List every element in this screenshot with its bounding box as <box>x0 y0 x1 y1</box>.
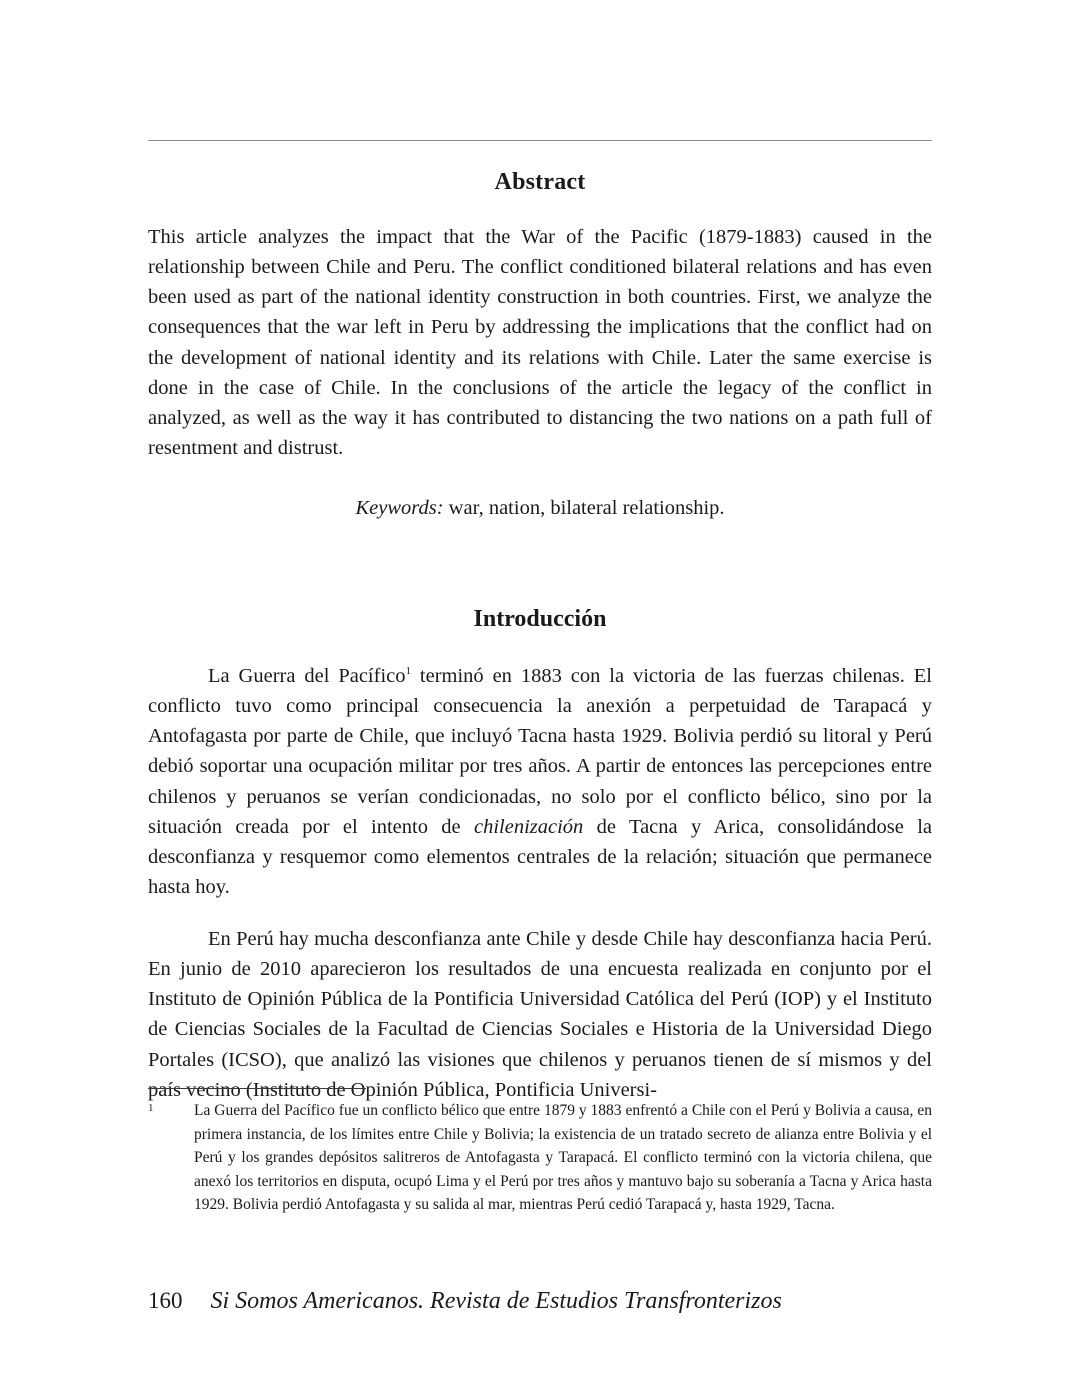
keywords-line <box>148 497 932 520</box>
abstract-heading: Abstract <box>494 169 586 195</box>
footnote-1 <box>148 1099 932 1217</box>
intro-p1-part3: de Tacna y Arica, consolidándose la desconfianza y resquemor como elementos centrales de la relación; situación que permanece hasta hoy. <box>148 815 932 898</box>
abstract-paragraph: This article analyzes the impact that the War of the Pacific (1879-1883) caused in the relationship between Chile and Peru. The conflict conditioned bilateral relations and has even been used as part of the national identity construction in both countries. First, we analyze the consequences that the war left in Peru by addressing the implications that the conflict had on the development of national identity and its relations with Chile. Later the same exercise is done in the case of Chile. In the conclusions of the article the legacy of the conflict in analyzed, as well as the way it has contributed to distancing the two nations on a path full of resentment and distrust. <box>148 226 932 459</box>
page-content <box>148 140 932 1105</box>
top-divider <box>148 140 932 141</box>
footnote-divider <box>148 1088 366 1089</box>
footnote-text: La Guerra del Pacífico fue un conflicto bélico que entre 1879 y 1883 enfrentó a Chile con el Perú y Bolivia a causa, en primera instancia, de los límites entre Chile y Bolivia; la existencia de un tratado secreto de alianza entre Bolivia y el Perú y los grandes depósitos salitreros de Antofagasta y Tarapacá. El conflicto terminó con la victoria chilena, que anexó los territorios en disputa, ocupó Lima y el Perú por tres años y mantuvo bajo su soberanía a Tacna y Arica hasta 1929. Bolivia perdió Antofagasta y su salida al mar, mientras Perú cedió Tarapacá y, hasta 1929, Tacna. <box>194 1102 932 1214</box>
footnote-reference-1[interactable]: 1 <box>405 665 411 678</box>
intro-paragraph-2: En Perú hay mucha desconfianza ante Chile y desde Chile hay desconfianza hacia Perú. En junio de 2010 aparecieron los resultados de una encuesta realizada en conjunto por el Instituto de Opinión Pública de la Pontificia Universidad Católica del Perú (IOP) y el Instituto de Ciencias Sociales de la Facultad de Ciencias Sociales e Historia de la Universidad Diego Portales (ICSO), que analizó las visiones que chilenos y peruanos tienen de sí mismos y del país vecino (Instituto de Opinión Pública, Pontificia Universi- <box>148 928 932 1101</box>
keywords-label: Keywords: <box>355 497 444 519</box>
page-footer <box>148 1288 932 1315</box>
intro-p1-part1: La Guerra del Pacífico <box>208 665 406 687</box>
intro-p1-italic-term: chilenización <box>474 815 584 838</box>
journal-title: Si Somos Americanos. Revista de Estudios Transfronterizos <box>210 1288 782 1314</box>
intro-p1-part2: terminó en 1883 con la victoria de las fuerzas chilenas. El conflicto tuvo como principal consecuencia la anexión a perpetuidad de Tarapacá y Antofagasta por parte de Chile, que incluyó Tacna hasta 1929. Bolivia perdió su litoral y Perú debió soportar una ocupación militar por tres años. A partir de entonces las percepciones entre chilenos y peruanos se verían condicionadas, no solo por el conflicto bélico, sino por la situación creada por el intento de <box>148 665 932 838</box>
introduccion-heading: Introducción <box>473 606 607 632</box>
intro-paragraph-1 <box>148 661 932 902</box>
keywords-value: war, nation, bilateral relationship. <box>443 497 725 519</box>
page-number: 160 <box>148 1288 183 1313</box>
footnote-area <box>148 1088 932 1217</box>
paragraph-spacer <box>148 902 932 924</box>
footnote-marker: 1 <box>148 1102 154 1114</box>
